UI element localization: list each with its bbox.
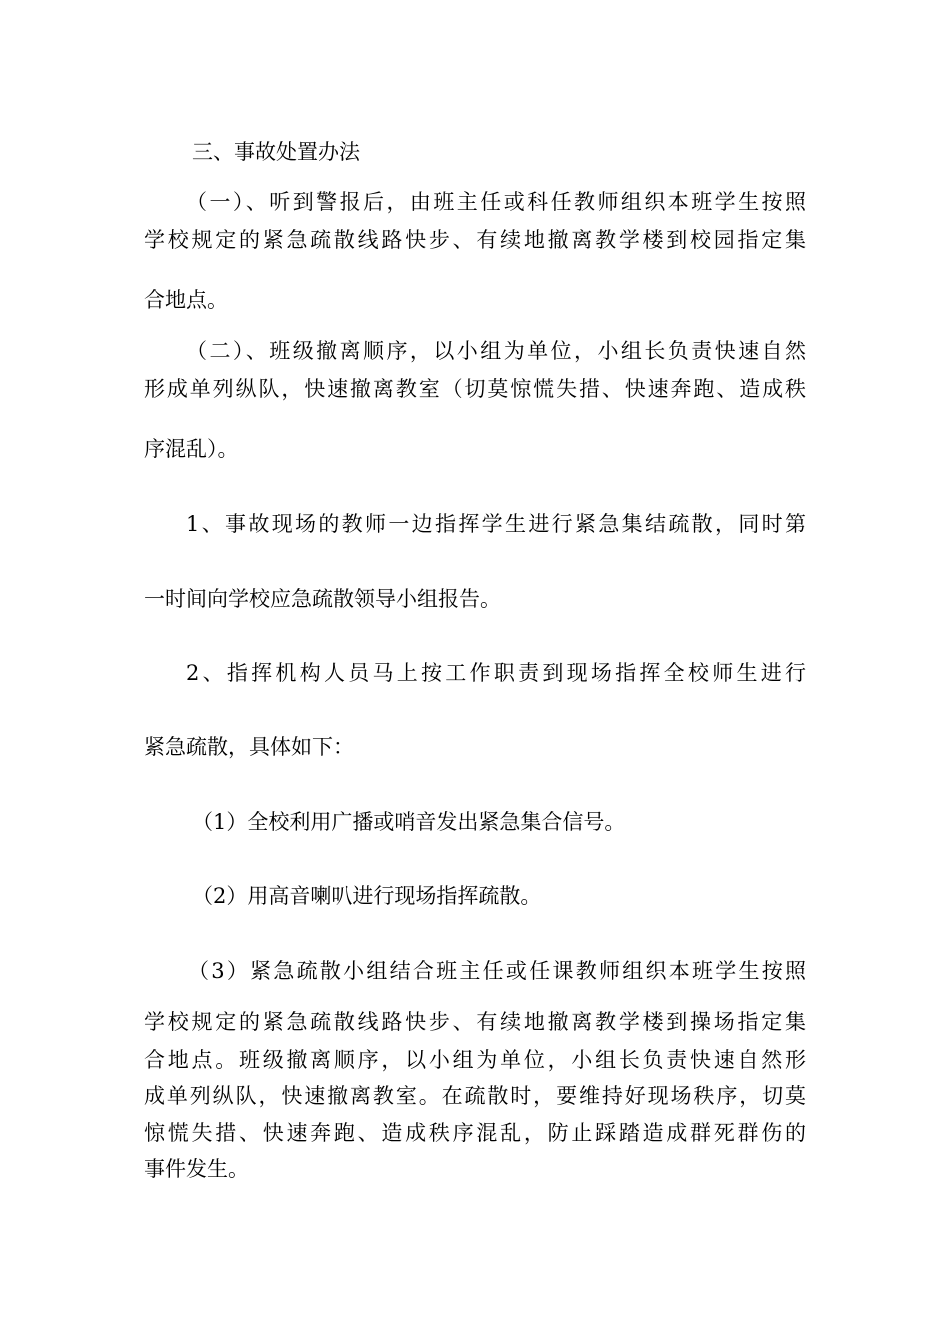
paragraph-2-line-2: 形成单列纵队，快速撤离教室（切莫惊慌失措、快速奔跑、造成秩: [144, 377, 806, 401]
paragraph-5-line-4: 成单列纵队，快速撤离教室。在疏散时，要维持好现场秩序，切莫: [144, 1084, 806, 1108]
section-heading: 三、事故处置办法: [192, 140, 360, 164]
paragraph-5-line-6: 事件发生。: [144, 1157, 249, 1181]
paragraph-4-line-2: 紧急疏散，具体如下：: [144, 735, 354, 759]
paragraph-3-line-1: 1、事故现场的教师一边指挥学生进行紧急集结疏散，同时第: [186, 512, 806, 536]
list-item-1: （1）全校利用广播或哨音发出紧急集合信号。: [192, 810, 626, 834]
paragraph-5-line-2: 学校规定的紧急疏散线路快步、有续地撤离教学楼到操场指定集: [144, 1010, 806, 1034]
paragraph-1-line-3: 合地点。: [144, 288, 228, 312]
paragraph-3-line-2: 一时间向学校应急疏散领导小组报告。: [144, 587, 501, 611]
list-item-2: （2）用高音喇叭进行现场指挥疏散。: [192, 884, 542, 908]
paragraph-1-line-2: 学校规定的紧急疏散线路快步、有续地撤离教学楼到校园指定集: [144, 228, 806, 252]
paragraph-1-line-1: （一）、听到警报后，由班主任或科任教师组织本班学生按照: [186, 190, 806, 214]
paragraph-5-line-1: （3）紧急疏散小组结合班主任或任课教师组织本班学生按照: [188, 959, 806, 983]
paragraph-2-line-1: （二）、班级撤离顺序，以小组为单位，小组长负责快速自然: [186, 339, 806, 363]
paragraph-2-line-3: 序混乱）。: [144, 437, 239, 461]
paragraph-5-line-5: 惊慌失措、快速奔跑、造成秩序混乱，防止踩踏造成群死群伤的: [144, 1121, 806, 1145]
paragraph-5-line-3: 合地点。班级撤离顺序，以小组为单位，小组长负责快速自然形: [144, 1048, 806, 1072]
paragraph-4-line-1: 2、指挥机构人员马上按工作职责到现场指挥全校师生进行: [186, 661, 806, 685]
